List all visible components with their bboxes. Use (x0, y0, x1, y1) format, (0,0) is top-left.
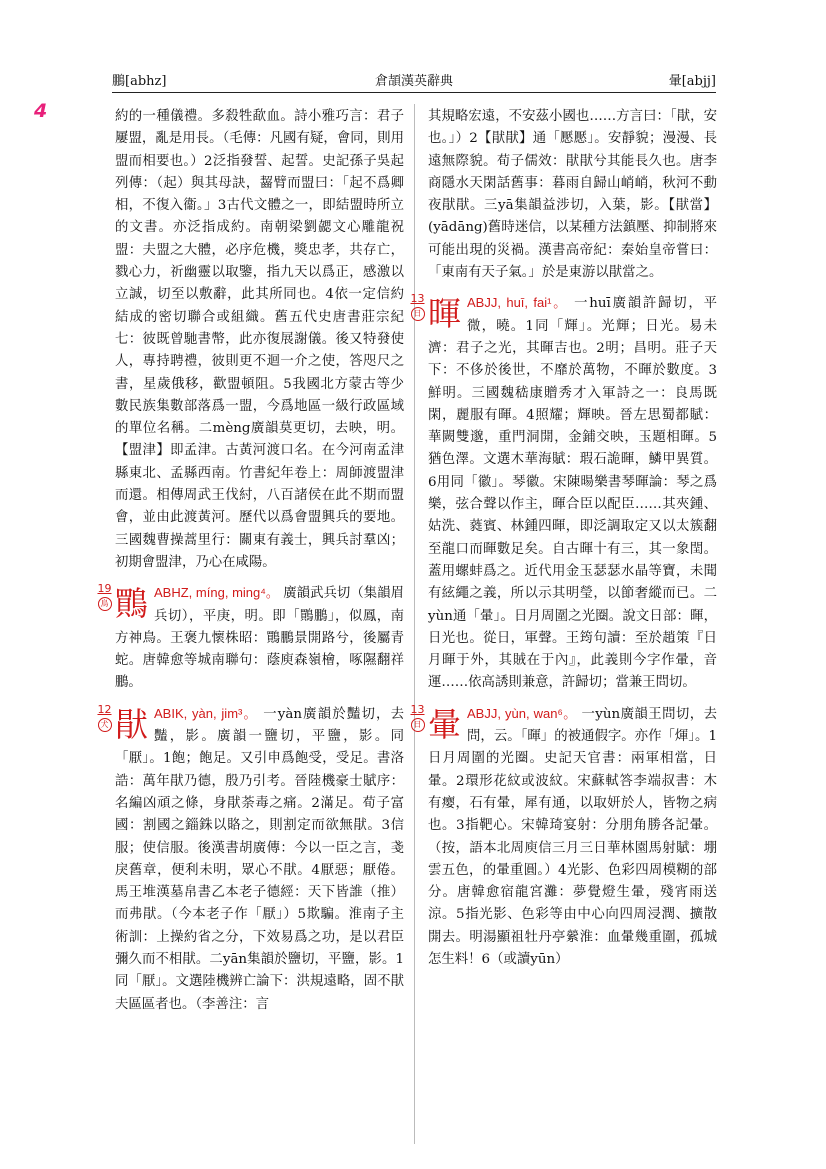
cangjie-code: ABIK, yàn, jim³。 (154, 705, 258, 721)
cangjie-code: ABJJ, yùn, wan⁶。 (467, 705, 577, 721)
dictionary-entry (97, 582, 404, 694)
stroke-count: 19 (97, 582, 112, 596)
headword: 猒 (115, 704, 148, 744)
stroke-info (96, 582, 113, 611)
left-intro-text: 約的一種儀禮。多殺牲歃血。詩小雅巧言：君子屢盟，亂是用長。（毛傳：凡國有疑，會同，則用盟而相要也。）2泛指發誓、起誓。史記孫子吳起列傳：（起）與其母訣，齧臂而盟曰：「起不爲卿相，不復入衞。」3古代文體之一，即結盟時所立的文書。亦泛指成約。南朝梁劉勰文心雕龍祝盟：夫盟之大體，必序危機，獎忠孝，共存亡，戮心力，祈幽靈以取鑒，指九天以爲正，感激以立誠，切至以敷辭，此其所同也。4依一定信約結成的密切聯合或組織。舊五代史唐書莊宗紀七：彼既曾馳書幣，此亦復展謝儀。後又特發使人，專持聘禮，彼則更不迴一介之使，答咫尺之書，星歲俄移，歡盟頓阻。5我國北方蒙古等少數民族集數部落爲一盟，今爲地區一級行政區域的單位名稱。二mèng廣韻莫更切，去映，明。【盟津】即孟津。古黃河渡口名。在今河南孟津縣東北、孟縣西南。竹書紀年卷上：周師渡盟津而還。相傳周武王伐紂，八百諸侯在此不期而盟會，並由此渡黃河。歷代以爲會盟興兵的要地。三國魏曹操蒿里行：關東有義士，興兵討羣凶；初期會盟津，乃心在咸陽。 (115, 109, 404, 570)
entry-definition: 一yàn廣韻於豔切，去豔，影。廣韻一鹽切，平鹽，影。同「厭」。1飽；飽足。又引申爲飽受，受足。書洛誥：萬年猒乃德，殷乃引考。晉陸機豪士賦序：名編凶頑之條，身猒荼毒之痛。2滿足。荀子富國：割國之錙銖以賂之，則割定而欲無猒。3信服；使信服。後漢書胡廣傳：今以一臣之言，戔戾舊章，便利未明，眾心不猒。4厭惡；厭倦。馬王堆漢墓帛書乙本老子德經：天下皆誰（推）而弗猒。（今本老子作「厭」）5欺騙。淮南子主術訓：上操約省之分，下效易爲之功，是以君臣彌久而不相猒。二yān集韻於鹽切，平鹽，影。1同「厭」。文選陸機辨亡論下：洪規遠略，固不猒夫區區者也。（李善注：言 (115, 706, 405, 1012)
dictionary-entry (410, 702, 717, 972)
headword: 暈 (428, 704, 461, 744)
column-separator (414, 104, 415, 1144)
stroke-info (409, 703, 426, 732)
running-header (112, 68, 716, 90)
stroke-count: 12 (97, 702, 112, 716)
cangjie-code: ABHZ, míng, ming⁴。 (154, 585, 279, 601)
dictionary-entry (410, 292, 717, 694)
entry-definition: 廣韻武兵切（集韻眉兵切），平庚，明。即「鷶鵬」，似鳳，南方神鳥。王褒九懷株昭：鷶鵬景開路兮，後屬青蛇。唐韓愈等城南聯句：蔭庾森嶺檜，啄隰翻祥鵬。 (115, 586, 404, 691)
header-left-guide: 鵬[abhz] (112, 74, 167, 89)
radical-marker: 日 (411, 718, 425, 732)
header-title: 倉頡漢英辭典 (374, 74, 453, 89)
right-column (410, 106, 717, 971)
header-right-guide: 暈[abjj] (668, 74, 716, 89)
headword: 暉 (428, 294, 461, 334)
left-column (97, 106, 405, 1016)
headword: 鷶 (115, 584, 148, 624)
stroke-count: 13 (410, 292, 425, 306)
cangjie-code: ABJJ, huī, fai¹。 (467, 295, 569, 311)
dictionary-entry (97, 702, 405, 1016)
stroke-info (96, 703, 113, 732)
stroke-info (409, 292, 426, 321)
page-marker: 4 (34, 100, 48, 122)
radical-marker: 日 (411, 307, 425, 321)
entry-definition: 一yùn廣韻王問切，去問，云。「暉」的被通假字。亦作「煇」。1日月周圍的光圈。史記天官書：兩軍相當，日暈。2環形花紋或波紋。宋蘇軾答李端叔書：木有瘿，石有暈，犀有通，以取妍於人，皆物之病也。3指靶心。宋韓琦宴射：分朋角勝各記暈。（按，語本北周庾信三月三日華林園馬射賦：堋雲五色，的暈重圓。）4光影、色彩四周模糊的部分。唐韓愈宿龍宮灘：夢覺燈生暈，殘宵雨送涼。5指光影、色彩等由中心向四周浸潤、擴散開去。明湯顯祖牡丹亭縈淮：血暈幾重圍，孤城怎生料！6（或讀yūn） (428, 706, 717, 967)
right-intro-text: 其規略宏遠，不安茲小國也……方言曰：「猒，安也。」）2【猒猒】通「懕懕」。安靜貌；漫漫、長遠無際貌。荀子儒效：猒猒兮其能長久也。唐李商隱水天閑話舊事：暮雨自歸山峭峭，秋河不動夜猒猒。三yā集韻益涉切，入葉，影。【猒當】(yādāng)舊時迷信，以某種方法鎮壓、抑制將來可能出現的災禍。漢書高帝紀：秦始皇帝嘗曰：「東南有天子氣。」於是東游以猒當之。 (428, 109, 717, 281)
entry-definition: 一huī廣韻許歸切，平微，曉。1同「輝」。光輝；日光。易未濟：君子之光，其暉吉也。2明；昌明。莊子天下：不侈於後世，不靡於萬物，不暉於數度。3鮮明。三國魏嵇康贈秀才入軍詩之一：良馬既閑，麗服有暉。4照耀；輝映。晉左思蜀都賦：華闕雙邈，重門洞開，金鋪交映，玉題相暉。5猶色澤。文選木華海賦：瑕石詭暉，鱗甲異質。6用同「徽」。琴徽。宋陳暘樂書琴暉論：琴之爲樂，弦合聲以作主，暉合臣以配臣……其夾鍾、姑洗、蕤賓、林鍾四暉，即泛調取定又以太簇翻至龍口而暉數足矣。自古暉十有三，其一象閏。蓋用螺蚌爲之。近代用金玉瑟瑟水晶等寶，未聞有絃繩之義，所以示其明瑩，以節奢縱而已。二yùn通「暈」。日月周圍之光圈。說文日部：暉，日光也。從日，軍聲。王筠句讀：至於趙策『日月暉于外，其賊在于內』，此義則今字作暈，音運……依高誘則兼意，許歸切；當兼王問切。 (428, 296, 717, 691)
radical-marker: 鳥 (98, 597, 112, 611)
radical-marker: 犬 (98, 718, 112, 732)
header-rule (112, 92, 716, 93)
stroke-count: 13 (410, 702, 425, 716)
